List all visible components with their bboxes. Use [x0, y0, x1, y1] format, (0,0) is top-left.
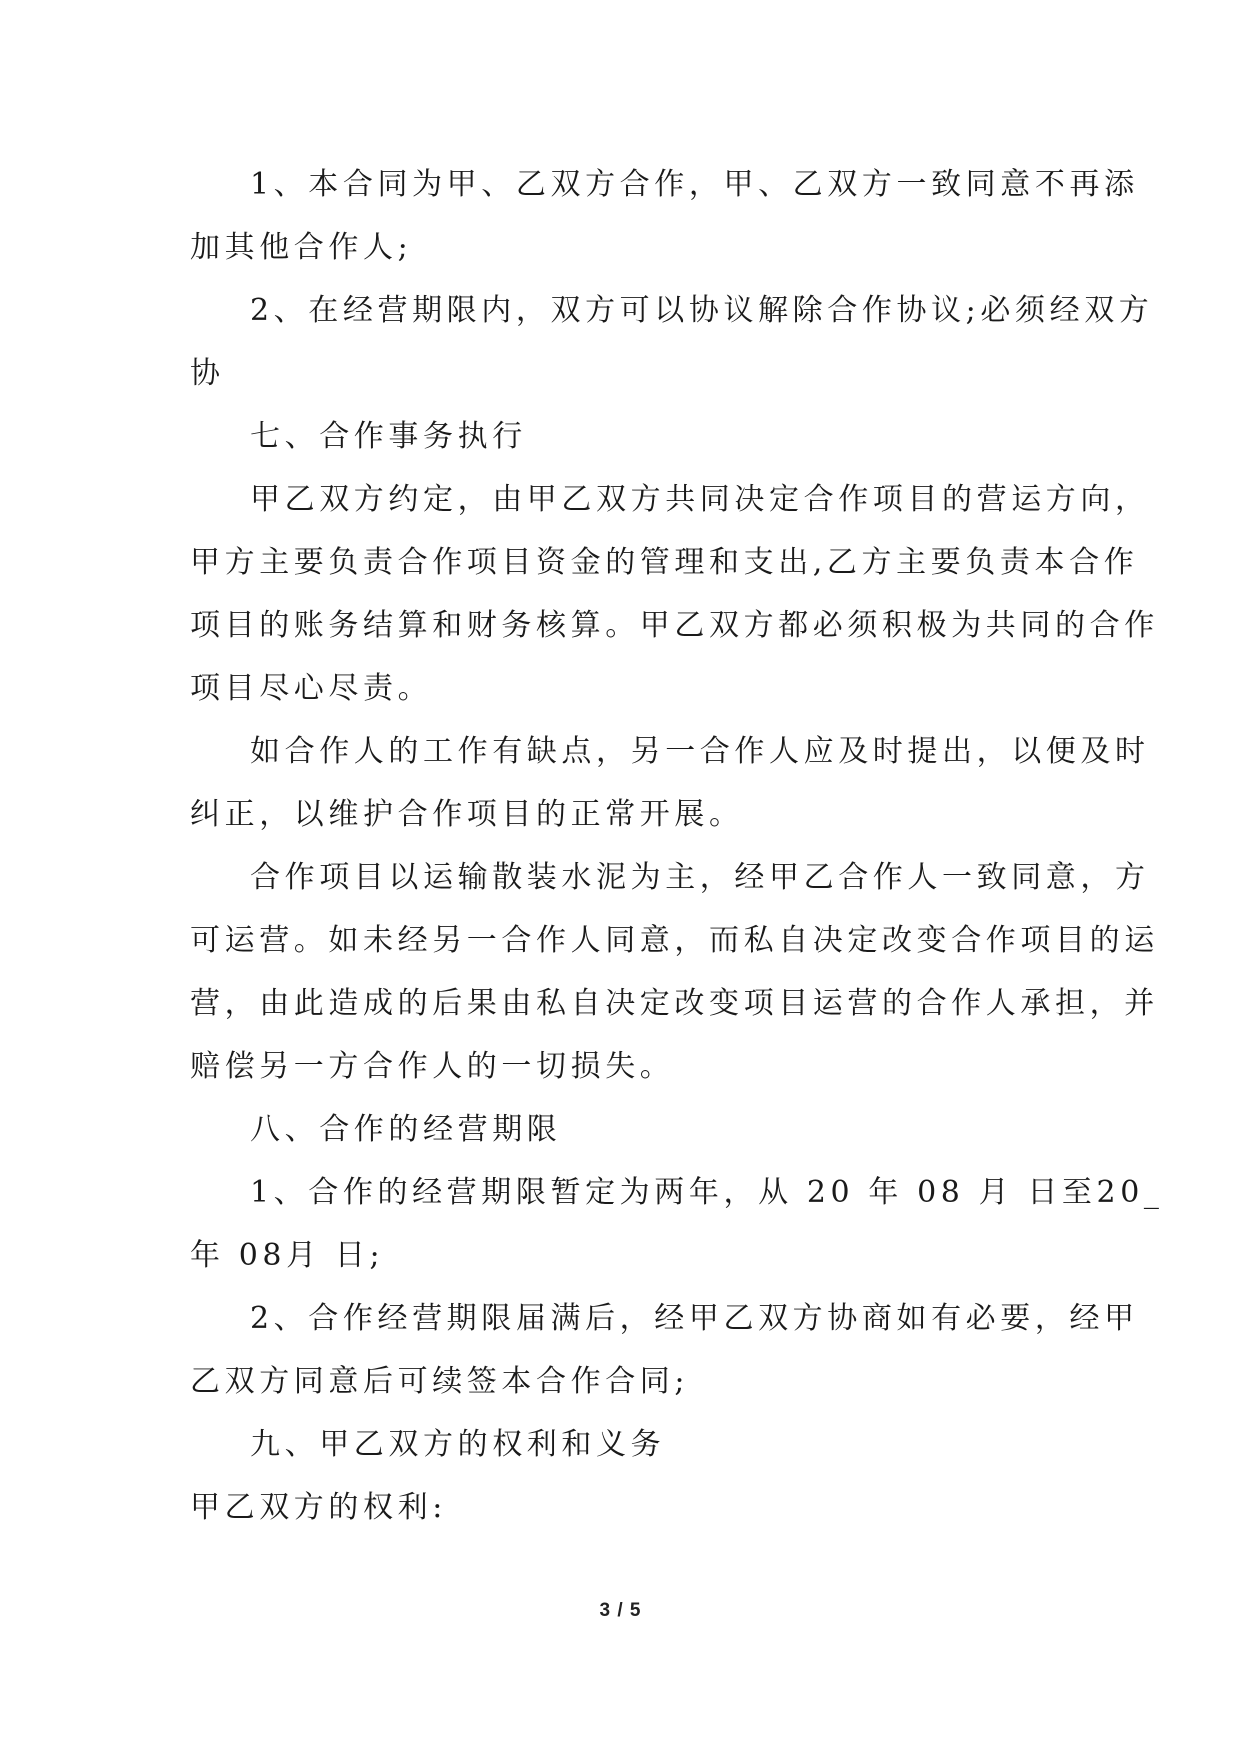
page-number: 3 / 5 [599, 1600, 642, 1621]
text-line: 项目尽心尽责。 [190, 671, 433, 706]
text-line: 1、本合同为甲、乙双方合作，甲、乙双方一致同意不再添 [250, 167, 1139, 202]
text-line: 加其他合作人; [190, 230, 413, 265]
text-line: 赔偿另一方合作人的一切损失。 [190, 1049, 675, 1084]
text-line: 甲乙双方的权利: [190, 1490, 447, 1525]
section-heading: 七、合作事务执行 [250, 419, 527, 454]
section-heading: 九、甲乙双方的权利和义务 [250, 1427, 666, 1462]
text-line: 营，由此造成的后果由私自决定改变项目运营的合作人承担，并 [190, 986, 1159, 1021]
text-line: 2、合作经营期限届满后，经甲乙双方协商如有必要，经甲 [250, 1301, 1139, 1336]
text-line: 甲方主要负责合作项目资金的管理和支出,乙方主要负责本合作 [190, 545, 1139, 580]
text-line: 乙双方同意后可续签本合作合同; [190, 1364, 690, 1399]
text-line: 协 [190, 356, 225, 391]
text-line: 1、合作的经营期限暂定为两年，从 20 年 08 月 日至20_ [250, 1175, 1164, 1210]
section-heading: 八、合作的经营期限 [250, 1112, 562, 1147]
text-line: 项目的账务结算和财务核算。甲乙双方都必须积极为共同的合作 [190, 608, 1159, 643]
text-line: 合作项目以运输散装水泥为主，经甲乙合作人一致同意，方 [250, 860, 1150, 895]
text-line: 甲乙双方约定，由甲乙双方共同决定合作项目的营运方向， [250, 482, 1150, 517]
text-line: 如合作人的工作有缺点，另一合作人应及时提出，以便及时 [250, 734, 1150, 769]
text-line: 2、在经营期限内，双方可以协议解除合作协议;必须经双方 [250, 293, 1154, 328]
text-line: 纠正，以维护合作项目的正常开展。 [190, 797, 744, 832]
text-line: 可运营。如未经另一合作人同意，而私自决定改变合作项目的运 [190, 923, 1159, 958]
text-line: 年 08月 日; [190, 1238, 385, 1273]
